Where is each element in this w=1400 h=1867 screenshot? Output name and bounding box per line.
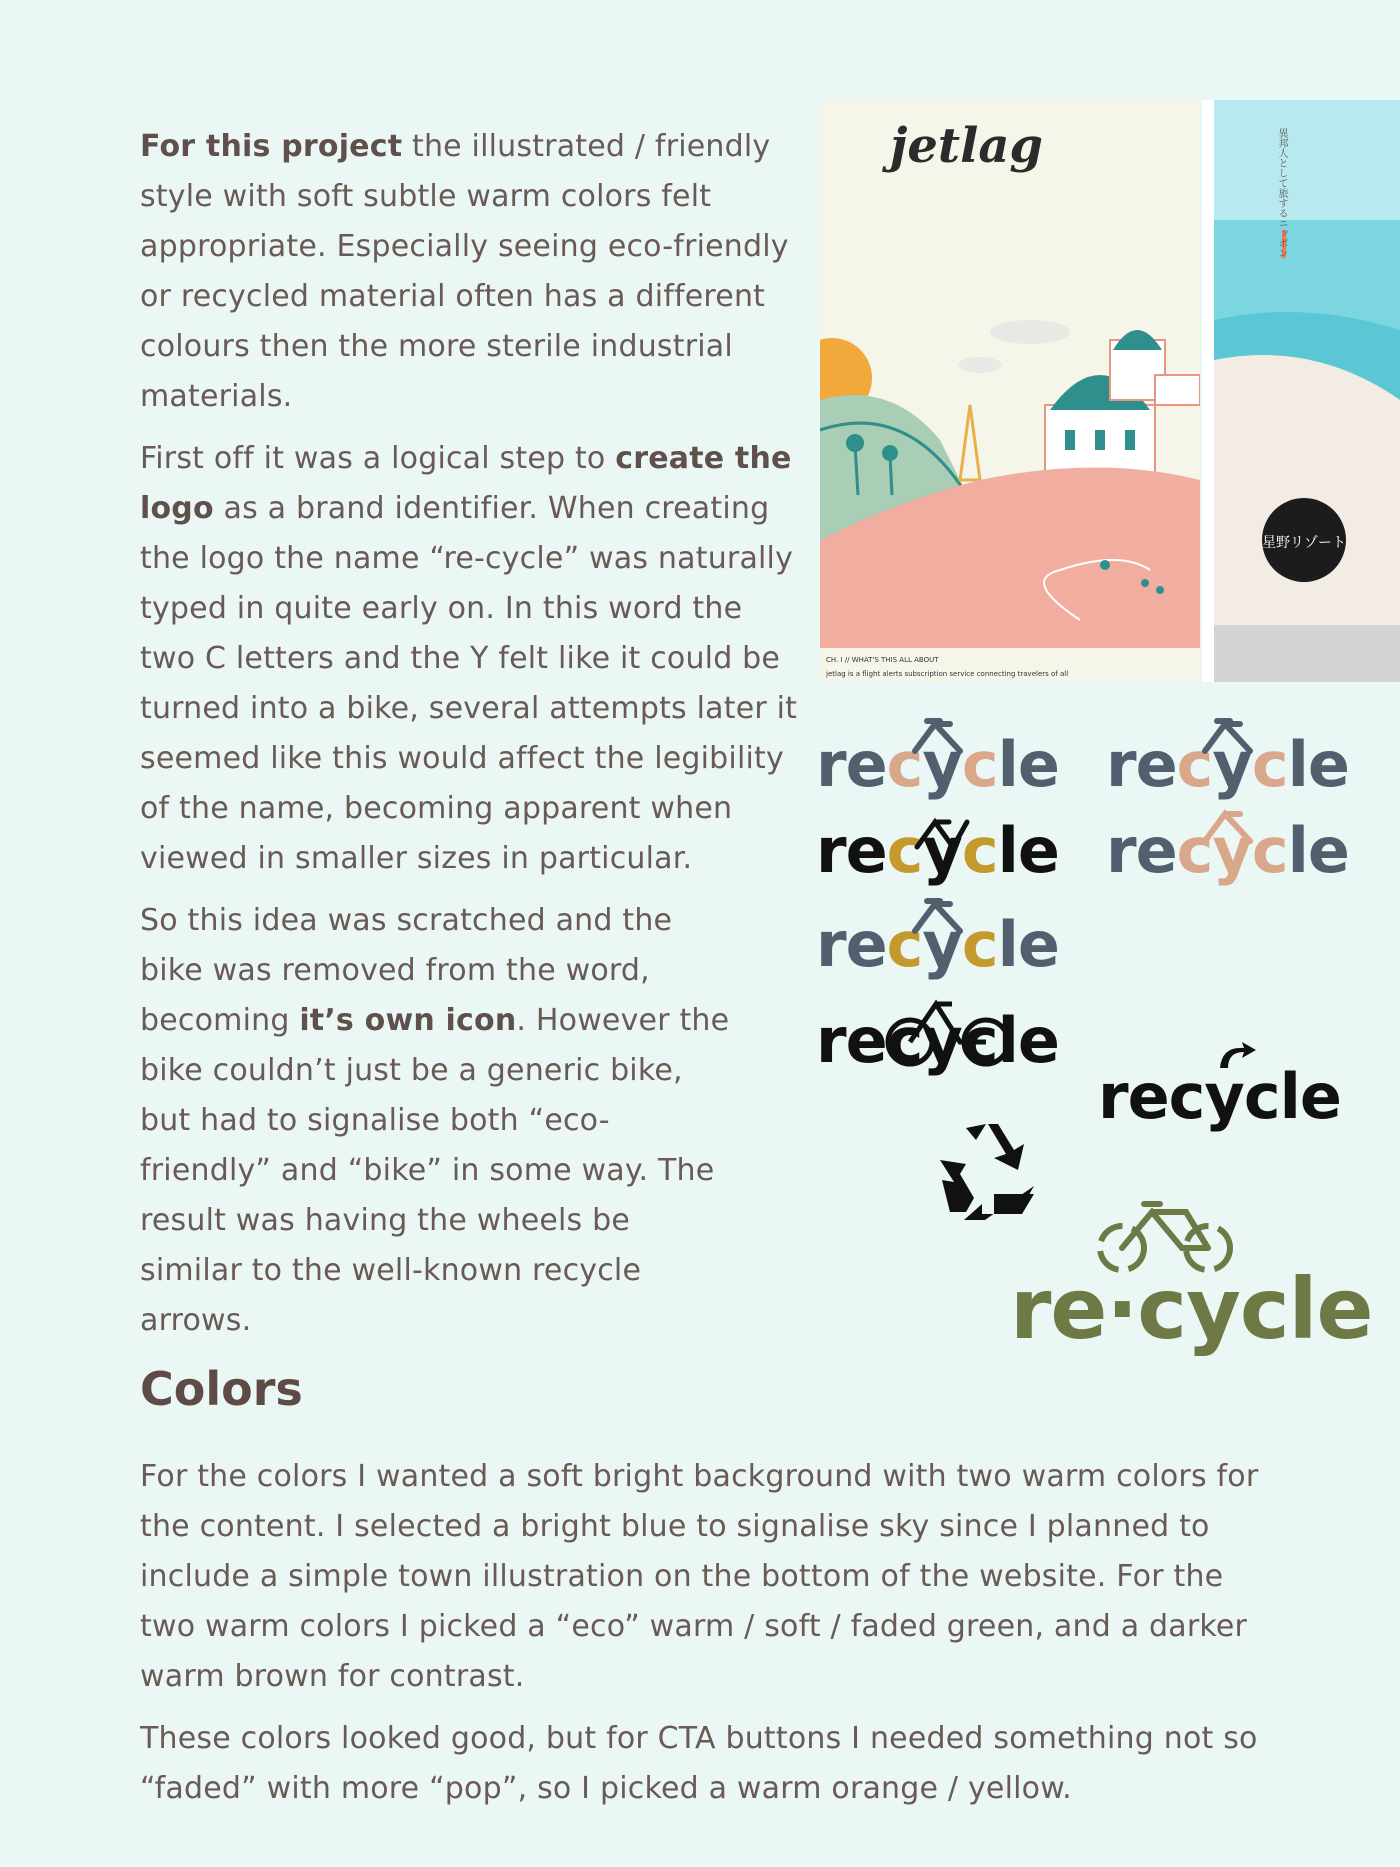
intro-paragraph-2 [140, 434, 800, 884]
intro-p2-bold: create the logo [140, 441, 792, 526]
logo-sketch-1: recycle [816, 728, 1059, 801]
recycle-symbol-icon [936, 1120, 1040, 1220]
bike-frame-icon [1195, 806, 1275, 846]
intro-text [140, 122, 800, 1358]
jetlag-logo: jetlag [890, 118, 1043, 174]
logo-sketch-3: recycle [816, 814, 1059, 887]
colors-paragraph-2: These colors looked good, but for CTA buttons I needed something not so “faded” with more “pop”, so I picked a warm orange / yellow. [140, 1721, 1258, 1806]
bike-frame-icon [905, 896, 985, 936]
bike-frame-icon [905, 716, 985, 756]
final-logo-wordmark: re·cycle [1010, 1260, 1373, 1358]
hoshino-badge: 星野リゾート [1262, 535, 1346, 551]
intro-p3-start: So this idea was scratched and the bike was removed from the word, becoming [140, 903, 673, 1038]
recycle-arrow-icon [1212, 1040, 1262, 1080]
colors-heading: Colors [140, 1362, 303, 1416]
intro-p1-bold: For this project [140, 129, 403, 164]
hoshino-poster-image [1214, 100, 1400, 682]
bike-wheels-icon [880, 992, 1020, 1072]
intro-paragraph-1 [140, 122, 800, 422]
logo-sketch-6: recycle [816, 1004, 1059, 1077]
logo-sketch-7: recycle [1098, 1060, 1341, 1133]
intro-p3-bold: it’s own icon [299, 1003, 517, 1038]
intro-paragraph-3 [140, 896, 740, 1346]
jetlag-footer-line: jetlag is a flight alerts subscription service connecting travelers of all [826, 670, 1069, 678]
logo-sketch-2: recycle [1106, 728, 1349, 801]
bike-frame-icon [1195, 716, 1275, 756]
jetlag-footer-title: CH. I // WHAT'S THIS ALL ABOUT [826, 656, 939, 664]
intro-p2-rest: as a brand identifier. When creating the logo the name “re-cycle” was naturally typed in quite early on. In this word the two C letters and the Y felt like it could be turned into a bike, several attempts later it seemed like this would affect the legibility of the name, becoming apparent when viewed in smaller sizes in particular. [140, 491, 798, 876]
hoshino-vertical-text: 異邦人として旅するニッポン [1276, 128, 1287, 258]
bike-frame-icon [905, 812, 985, 852]
intro-p3-rest: . However the bike couldn’t just be a generic bike, but had to signalise both “eco-friendly” and “bike” in some way. The result was having the wheels be similar to the well-known recycle arrows. [140, 1003, 730, 1338]
colors-paragraph-1: For the colors I wanted a soft bright background with two warm colors for the content. I selected a bright blue to signalise sky since I planned to include a simple town illustration on the bottom of the website. For the two warm colors I picked a “eco” warm / soft / faded green, and a darker warm brown for contrast. [140, 1459, 1259, 1694]
intro-p2-start: First off it was a logical step to [140, 441, 616, 476]
colors-text [140, 1452, 1270, 1826]
logo-sketch-4: recycle [1106, 814, 1349, 887]
poster-divider [1202, 100, 1214, 682]
logo-sketch-5: recycle [816, 908, 1059, 981]
intro-p1-rest: the illustrated / friendly style with soft subtle warm colors felt appropriate. Especially seeing eco-friendly or recycled material often has a different colours then the more sterile industrial materials. [140, 129, 789, 414]
jetlag-poster-image [820, 100, 1200, 682]
